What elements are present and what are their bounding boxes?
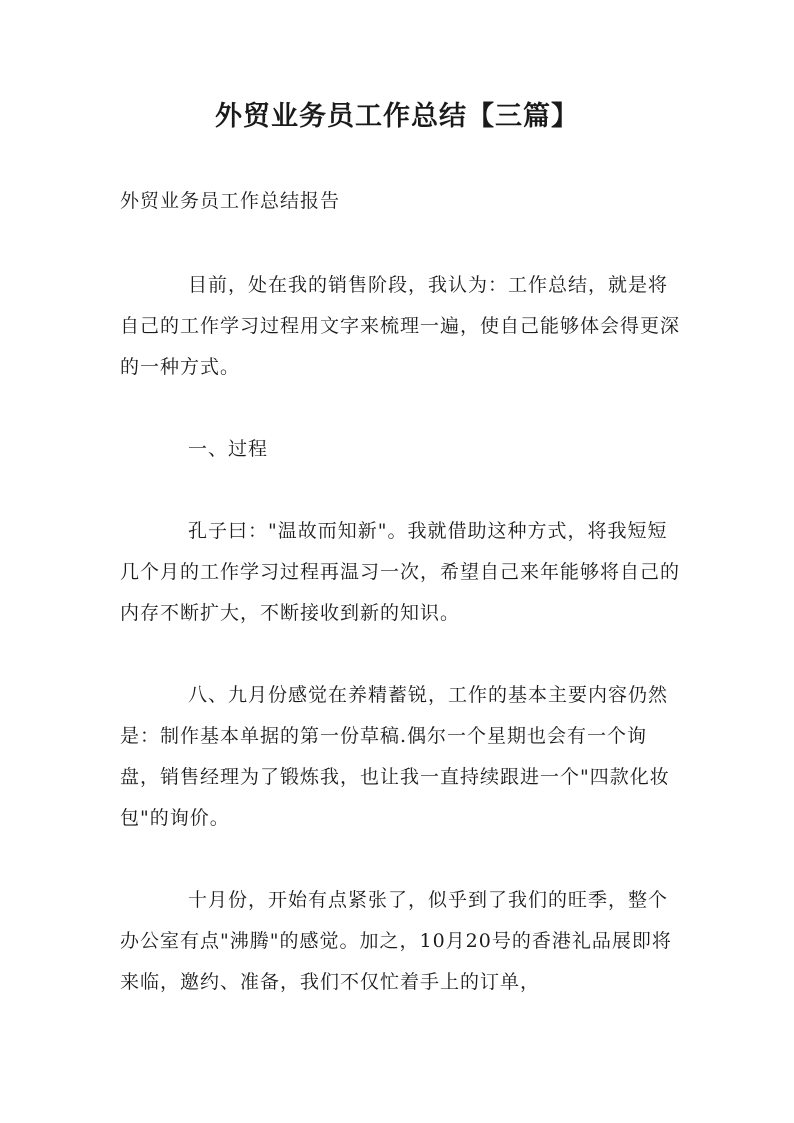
document-subtitle: 外贸业务员工作总结报告 xyxy=(120,190,341,212)
paragraph-confucius: 孔子曰："温故而知新"。我就借助这种方式，将我短短几个月的工作学习过程再温习一次，希望自己来年能够将自己的内存不断扩大，不断接收到新的知识。 xyxy=(120,520,681,624)
section-heading-process: 一、过程 xyxy=(188,438,269,460)
document-title: 外贸业务员工作总结【三篇】 xyxy=(215,101,579,132)
paragraph-october: 十月份，开始有点紧张了，似乎到了我们的旺季，整个办公室有点"沸腾"的感觉。加之，10月20号的香港礼品展即将来临，邀约、准备，我们不仅忙着手上的订单， xyxy=(120,889,672,993)
paragraph-intro: 目前，处在我的销售阶段，我认为：工作总结，就是将自己的工作学习过程用文字来梳理一遍，使自己能够体会得更深的一种方式。 xyxy=(120,274,681,378)
paragraph-aug-sep: 八、九月份感觉在养精蓄锐，工作的基本主要内容仍然是：制作基本单据的第一份草稿.偶尔一个星期也会有一个询盘，销售经理为了锻炼我，也让我一直持续跟进一个"四款化妆包"的询价。 xyxy=(120,684,670,829)
